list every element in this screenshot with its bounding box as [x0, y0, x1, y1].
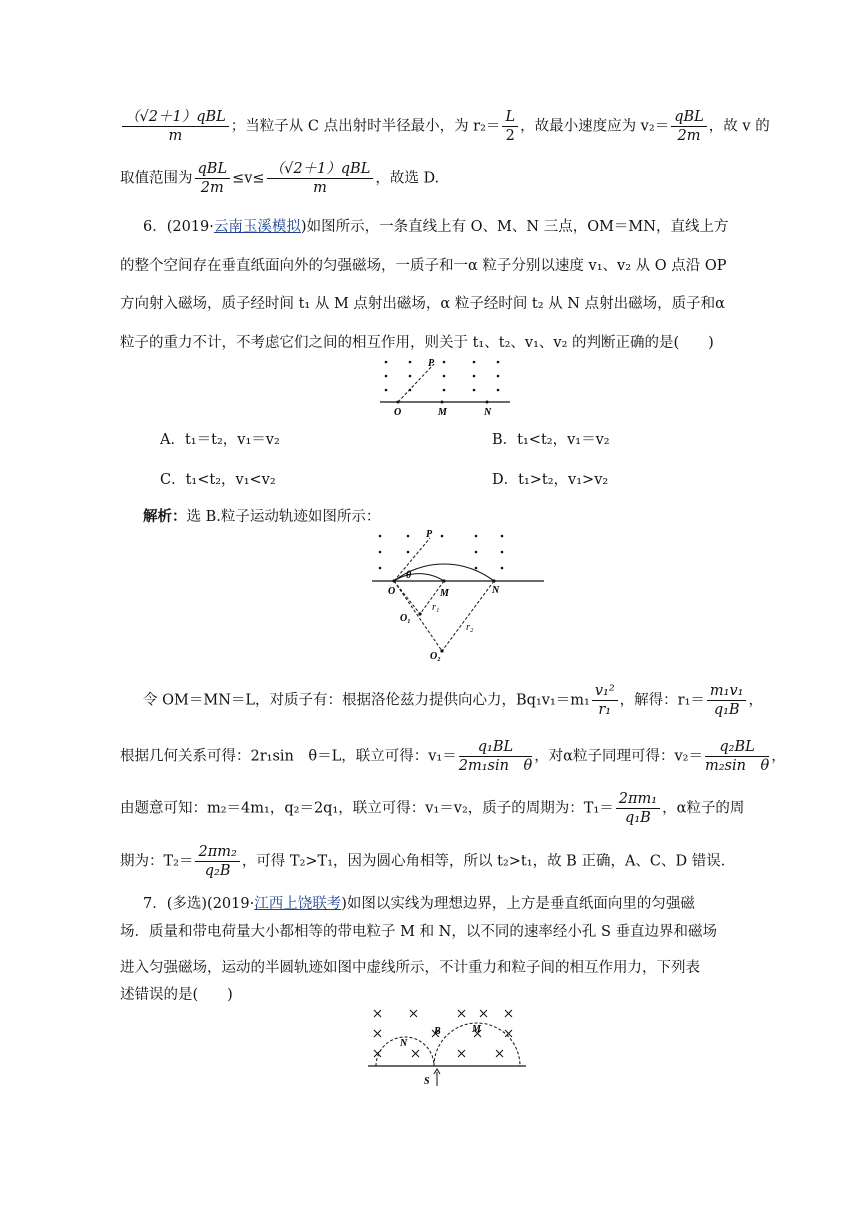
- label-r2: r₂: [466, 622, 474, 633]
- op-dashed-line: [398, 364, 434, 402]
- label-m: M: [472, 1024, 481, 1035]
- q6-line-2: 的整个空间存在垂直纸面向外的匀强磁场，一质子和一α 粒子分别以速度 v₁、v₂ 从 O 点沿 OP: [120, 258, 727, 274]
- q6-option-a: A．t₁＝t₂，v₁＝v₂: [160, 432, 280, 448]
- fraction: $\frac{\text{（√2＋1）qBL}}{m}$: [122, 108, 229, 145]
- label-o1: O₁: [400, 613, 411, 624]
- label-o: O: [388, 586, 396, 597]
- label-p: P: [428, 358, 435, 369]
- field-dots: [385, 361, 500, 392]
- q6-solution-line-3: 由题意可知：m₂＝4m₁，q₂＝2q₁，联立可得：v₁＝v₂，质子的周期为：T₁＝ $\frac{\text{2πm₁}}{\text{q₁B}}$ ，α粒子的周: [120, 791, 745, 826]
- fraction: $\frac{\text{q₁BL}}{\text{2m₁sin θ}}$: [458, 739, 533, 774]
- label-o2: O₂: [430, 651, 441, 662]
- label-s: S: [424, 1076, 430, 1087]
- q6-solution-line-4: 期为：T₂＝ $\frac{\text{2πm₂}}{\text{q₂B}}$ ，可得 T₂>T₁，因为圆心角相等，所以 t₂>t₁，故 B 正确，A、C、D 错误.: [120, 844, 726, 879]
- label-o: O: [394, 407, 402, 418]
- label-m: M: [440, 588, 449, 599]
- q6-line-1: 6．(2019·云南玉溪模拟)如图所示，一条直线上有 O、M、N 三点，OM＝MN，直线上方: [143, 219, 729, 235]
- q6-option-b: B．t₁<t₂，v₁＝v₂: [492, 432, 610, 448]
- label-n: N: [400, 1038, 408, 1049]
- q6-line-3: 方向射入磁场，质子经时间 t₁ 从 M 点射出磁场，α 粒子经时间 t₂ 从 N 点射出磁场，质子和α: [120, 296, 725, 312]
- label-theta: θ: [406, 570, 412, 581]
- label-n: N: [492, 585, 500, 596]
- label-n: N: [484, 407, 492, 418]
- fraction: $\frac{\text{qBL}}{2m}$: [195, 160, 231, 197]
- field-crosses: [374, 1010, 512, 1057]
- q6-solution-line-2: 根据几何关系可得：2r₁sin θ＝L，联立可得：v₁＝ $\frac{\text{q₁BL}}{\text{2m₁sin θ}}$ ，对α粒子同理可得：v₂＝ $\frac{\text{q₂BL}}{\text{m₂sin θ}}$ ，: [120, 739, 786, 774]
- q6-source-link[interactable]: 云南玉溪模拟: [213, 219, 301, 235]
- q7-line-1: 7．(多选)(2019·江西上饶联考)如图以实线为理想边界，上方是垂直纸面向里的匀强磁: [143, 896, 695, 912]
- q7-line-2: 场．质量和带电荷量大小都相等的带电粒子 M 和 N，以不同的速率经小孔 S 垂直边界和磁场: [120, 924, 718, 940]
- fraction: $\frac{\text{q₂BL}}{\text{m₂sin θ}}$: [704, 739, 770, 774]
- q7-line-4: 述错误的是( ): [120, 987, 233, 1003]
- fraction: $\frac{\text{2πm₁}}{\text{q₁B}}$: [616, 790, 660, 827]
- q6-figure: [370, 352, 520, 424]
- fraction: $\frac{\text{（√2＋1）qBL}}{m}$: [267, 160, 374, 197]
- q6-line-4: 粒子的重力不计，不考虑它们之间的相互作用，则关于 t₁、t₂、v₁、v₂ 的判断正确的是( ): [120, 335, 714, 351]
- label-p: P: [426, 529, 433, 540]
- fraction: $\frac{\text{2πm₂}}{\text{q₂B}}$: [195, 843, 239, 880]
- q6-solution-figure: [360, 524, 550, 664]
- q6-analysis: 解析：选 B.粒子运动轨迹如图所示：: [143, 508, 381, 525]
- fraction: $\frac{\text{qBL}}{2m}$: [671, 108, 707, 145]
- fraction: $\frac{L}{2}$: [502, 108, 518, 145]
- label-r1: r₁: [432, 602, 440, 613]
- q6-solution-line-1: 令 OM＝MN＝L，对质子有：根据洛伦兹力提供向心力，Bq₁v₁＝m₁ $\frac{\text{v₁²}}{\text{r₁}}$ ，解得：r₁＝ $\frac{\text{m₁v₁}}{\text{q₁B}}$ ，: [143, 683, 763, 718]
- q6-option-c: C．t₁<t₂，v₁<v₂: [160, 472, 276, 488]
- label-m: M: [438, 407, 447, 418]
- q7-line-3: 进入匀强磁场，运动的半圆轨迹如图中虚线所示，不计重力和粒子间的相互作用力，下列表: [120, 960, 700, 976]
- top-line-2: 取值范围为 $\frac{\text{qBL}}{2m}$ ≤v≤ $\frac{\text{（√2＋1）qBL}}{m}$ ，故选 D.: [120, 161, 440, 196]
- q6-option-d: D．t₁>t₂，v₁>v₂: [492, 472, 609, 488]
- q7-figure: [362, 1004, 532, 1088]
- top-line-1: $\frac{\text{（√2＋1）qBL}}{m}$ ；当粒子从 C 点出射时半径最小，为 r₂＝ $\frac{L}{2}$ ，故最小速度应为 v₂＝ $\frac{\text{qBL}}{2m}$ ，故 v 的: [120, 108, 770, 145]
- fraction: $\frac{\text{m₁v₁}}{\text{q₁B}}$: [707, 682, 747, 719]
- proton-arc: [394, 574, 444, 581]
- q7-source-link[interactable]: 江西上饶联考: [254, 896, 342, 912]
- fraction: $\frac{\text{v₁²}}{\text{r₁}}$: [592, 682, 618, 719]
- label-b: B: [434, 1026, 441, 1037]
